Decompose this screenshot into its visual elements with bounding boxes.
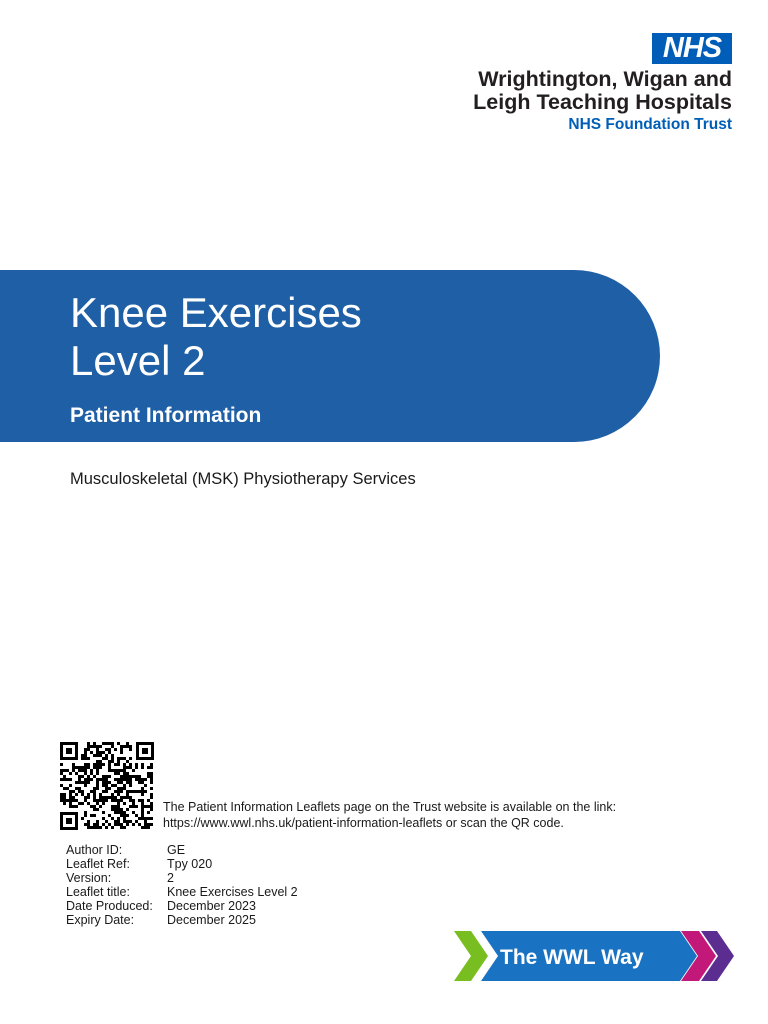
meta-label: Date Produced:	[66, 899, 153, 913]
leaflet-info-link[interactable]: https://www.wwl.nhs.uk/patient-information-leaflets or scan the QR code.	[163, 816, 564, 830]
meta-label: Author ID:	[66, 843, 123, 857]
meta-row	[66, 857, 298, 871]
meta-value: 2	[167, 871, 174, 885]
service-name: Musculoskeletal (MSK) Physiotherapy Services	[70, 470, 416, 488]
meta-label: Leaflet title:	[66, 885, 130, 899]
meta-value: Tpy 020	[167, 857, 213, 871]
meta-row	[66, 913, 298, 927]
meta-label: Leaflet Ref:	[66, 857, 130, 871]
page-title-line-1: Knee Exercises	[70, 289, 362, 336]
meta-label: Expiry Date:	[66, 913, 135, 927]
trust-name-line-1: Wrightington, Wigan and	[478, 67, 732, 91]
chevron-green-icon	[454, 931, 488, 981]
nhs-logo: NHS	[652, 33, 732, 64]
meta-value: December 2025	[167, 913, 256, 927]
page-title-line-2: Level 2	[70, 337, 206, 384]
qr-code[interactable]	[59, 741, 155, 831]
wwl-way-text: The WWL Way	[500, 946, 644, 969]
meta-value: Knee Exercises Level 2	[167, 885, 298, 899]
trust-name-line-2: Leigh Teaching Hospitals	[473, 90, 732, 114]
page-subtitle: Patient Information	[70, 404, 262, 427]
meta-label: Version:	[66, 871, 112, 885]
meta-row	[66, 899, 298, 913]
page-title	[70, 289, 362, 385]
meta-row	[66, 871, 298, 885]
meta-value: GE	[167, 843, 186, 857]
meta-row	[66, 843, 298, 857]
meta-row	[66, 885, 298, 899]
leaflet-info-line-1: The Patient Information Leaflets page on the Trust website is available on the link:	[163, 800, 617, 814]
leaflet-info	[163, 799, 616, 831]
meta-value: December 2023	[167, 899, 256, 913]
wwl-way-badge	[453, 930, 735, 982]
trust-subtitle: NHS Foundation Trust	[568, 116, 732, 133]
leaflet-metadata	[66, 843, 298, 927]
trust-name	[473, 68, 732, 135]
